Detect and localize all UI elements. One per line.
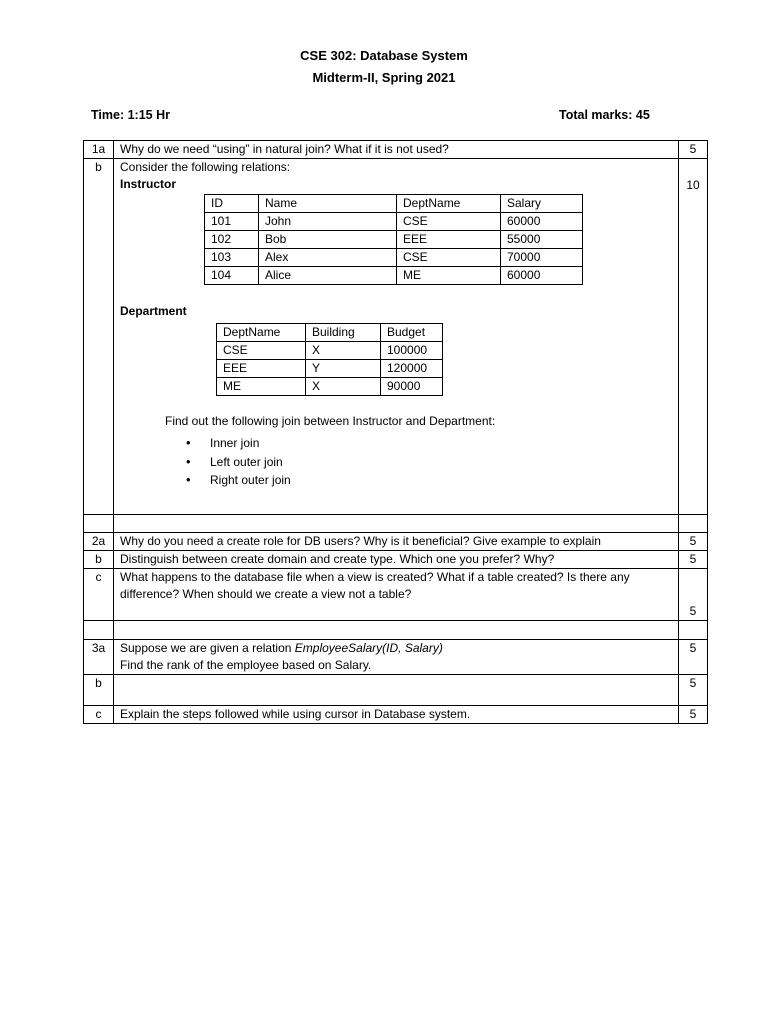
table-header-row bbox=[205, 195, 583, 213]
table-cell: ME bbox=[217, 378, 306, 396]
table-row bbox=[205, 249, 583, 267]
column-header: DeptName bbox=[397, 195, 501, 213]
relation-name: EmployeeSalary(ID, Salary) bbox=[294, 641, 443, 655]
question-marks: 5 bbox=[679, 569, 708, 621]
question-number: c bbox=[84, 569, 114, 621]
table-cell: ME bbox=[397, 267, 501, 285]
spacer-row bbox=[84, 515, 708, 533]
spacer-row bbox=[84, 621, 708, 640]
total-marks: Total marks: 45 bbox=[559, 108, 650, 122]
question-number: 3a bbox=[84, 640, 114, 675]
question-row-1a bbox=[84, 141, 708, 159]
table-row bbox=[217, 360, 443, 378]
question-row-2c bbox=[84, 569, 708, 621]
question-line: Find the rank of the employee based on Salary. bbox=[120, 658, 372, 672]
question-row-3c bbox=[84, 706, 708, 724]
table-cell: 103 bbox=[205, 249, 259, 267]
table-cell: 101 bbox=[205, 213, 259, 231]
question-row-3b bbox=[84, 675, 708, 706]
question-marks: 5 bbox=[679, 675, 708, 706]
question-row-2a bbox=[84, 533, 708, 551]
list-item: • Left outer join bbox=[168, 453, 672, 472]
question-row-3a bbox=[84, 640, 708, 675]
table-cell: 55000 bbox=[501, 231, 583, 249]
question-text: Why do we need “using” in natural join? What if it is not used? bbox=[114, 141, 679, 159]
table-cell: Alice bbox=[259, 267, 397, 285]
list-item: • Inner join bbox=[168, 434, 672, 453]
table-cell: X bbox=[306, 378, 381, 396]
exam-title: Midterm-II, Spring 2021 bbox=[312, 70, 456, 85]
question-text: Explain the steps followed while using cursor in Database system. bbox=[114, 706, 679, 724]
table-row bbox=[205, 231, 583, 249]
question-number: b bbox=[84, 675, 114, 706]
table-cell: CSE bbox=[217, 342, 306, 360]
table-row bbox=[205, 267, 583, 285]
department-label: Department bbox=[120, 304, 187, 318]
column-header: Building bbox=[306, 324, 381, 342]
question-table bbox=[83, 140, 708, 724]
question-marks: 5 bbox=[679, 640, 708, 675]
join-task: Find out the following join between Instructor and Department: bbox=[165, 414, 496, 428]
table-cell: 104 bbox=[205, 267, 259, 285]
question-text bbox=[114, 640, 679, 675]
list-item: • Right outer join bbox=[168, 471, 672, 490]
question-line: What happens to the database file when a view is created? What if a table created? Is there any bbox=[120, 570, 630, 584]
question-line: Suppose we are given a relation bbox=[120, 641, 295, 655]
question-marks: 10 bbox=[679, 159, 708, 515]
table-cell: 60000 bbox=[501, 213, 583, 231]
table-cell: 60000 bbox=[501, 267, 583, 285]
question-number: b bbox=[84, 159, 114, 515]
question-number: b bbox=[84, 551, 114, 569]
table-cell: CSE bbox=[397, 213, 501, 231]
table-cell: EEE bbox=[217, 360, 306, 378]
table-cell: EEE bbox=[397, 231, 501, 249]
question-text bbox=[114, 159, 679, 515]
table-row bbox=[217, 378, 443, 396]
question-number: 1a bbox=[84, 141, 114, 159]
table-cell: John bbox=[259, 213, 397, 231]
question-marks: 5 bbox=[679, 141, 708, 159]
question-line: difference? When should we create a view not a table? bbox=[120, 587, 412, 601]
question-marks: 5 bbox=[679, 533, 708, 551]
question-marks: 5 bbox=[679, 551, 708, 569]
join-list bbox=[168, 434, 672, 490]
table-header-row bbox=[217, 324, 443, 342]
column-header: DeptName bbox=[217, 324, 306, 342]
department-table bbox=[216, 323, 443, 396]
column-header: ID bbox=[205, 195, 259, 213]
relations-intro: Consider the following relations: bbox=[120, 160, 291, 174]
exam-time: Time: 1:15 Hr bbox=[91, 108, 170, 122]
table-cell: 102 bbox=[205, 231, 259, 249]
table-cell: 90000 bbox=[381, 378, 443, 396]
table-cell: Y bbox=[306, 360, 381, 378]
table-cell: 120000 bbox=[381, 360, 443, 378]
question-row-1b bbox=[84, 159, 708, 515]
question-row-2b bbox=[84, 551, 708, 569]
column-header: Salary bbox=[501, 195, 583, 213]
table-cell: 100000 bbox=[381, 342, 443, 360]
instructor-label: Instructor bbox=[120, 177, 177, 191]
table-row bbox=[205, 213, 583, 231]
course-title: CSE 302: Database System bbox=[300, 48, 468, 63]
column-header: Name bbox=[259, 195, 397, 213]
table-cell: CSE bbox=[397, 249, 501, 267]
table-cell: 70000 bbox=[501, 249, 583, 267]
question-text bbox=[114, 675, 679, 706]
question-text: Why do you need a create role for DB users? Why is it beneficial? Give example to explain bbox=[114, 533, 679, 551]
question-text bbox=[114, 569, 679, 621]
table-cell: Bob bbox=[259, 231, 397, 249]
question-number: 2a bbox=[84, 533, 114, 551]
instructor-table bbox=[204, 194, 583, 285]
column-header: Budget bbox=[381, 324, 443, 342]
question-text: Distinguish between create domain and create type. Which one you prefer? Why? bbox=[114, 551, 679, 569]
table-cell: X bbox=[306, 342, 381, 360]
question-marks: 5 bbox=[679, 706, 708, 724]
table-cell: Alex bbox=[259, 249, 397, 267]
table-row bbox=[217, 342, 443, 360]
question-number: c bbox=[84, 706, 114, 724]
